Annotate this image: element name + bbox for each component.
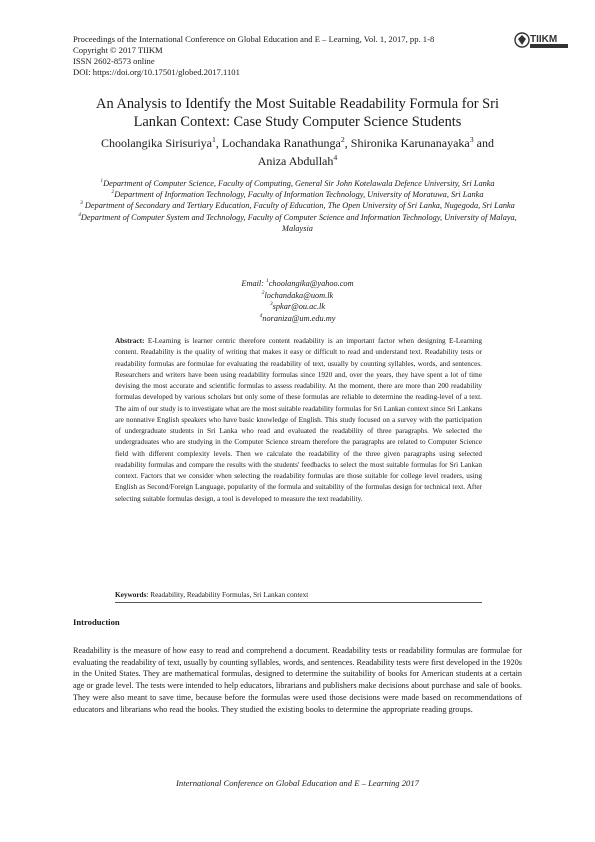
email-link[interactable]: lochandaka@uom.lk: [264, 290, 334, 300]
email-link[interactable]: choolangika@yahoo.com: [268, 279, 354, 288]
doi-line[interactable]: DOI: https://doi.org/10.17501/globed.2017.1101: [73, 67, 240, 77]
author-sup: 1: [212, 135, 216, 144]
email-label: Email:: [241, 279, 267, 288]
email-sup: 4: [259, 313, 263, 320]
email-sup: 3: [269, 301, 273, 308]
affiliation-text: Department of Computer System and Technology, Faculty of Computer Science and Information Technology, University of Malaya, Malaysia: [80, 212, 517, 233]
title-line-1: An Analysis to Identify the Most Suitable Readability Formula for Sri: [96, 96, 499, 112]
author-name: Lochandaka Ranathunga: [221, 136, 341, 150]
author-sup: 2: [340, 135, 345, 144]
affiliation: [70, 178, 525, 189]
page-footer: International Conference on Global Education and E – Learning 2017: [176, 778, 419, 788]
affiliation-text: Department of Computer Science, Faculty of Computing, General Sir John Kotelawala Defence University, Sri Lanka: [103, 179, 495, 188]
email-row: [150, 313, 445, 325]
affiliation-sup: 2: [111, 189, 115, 196]
keywords-divider: [115, 602, 482, 603]
paper-title: [60, 96, 535, 131]
header-meta: [73, 34, 513, 78]
email-row: [150, 278, 445, 290]
keywords-label: Keywords: [115, 591, 147, 599]
email-row: [150, 290, 445, 302]
tiikm-logo: [514, 30, 570, 50]
email-sup: 1: [266, 278, 269, 285]
affiliation: [70, 189, 525, 200]
author-name: Shironika Karunanayaka: [350, 136, 470, 150]
affiliation-list: [70, 178, 525, 234]
author-name: Choolangika Sirisuriya: [101, 136, 213, 150]
issn-line: ISSN 2602-8573 online: [73, 56, 155, 66]
author-name: Aniza Abdullah: [257, 154, 334, 168]
keywords: [115, 590, 482, 600]
tiikm-logo-icon: [514, 30, 570, 50]
affiliation-sup: 4: [78, 211, 81, 218]
email-link[interactable]: spkar@ou.ac.lk: [272, 302, 326, 312]
affiliation-sup: 3: [80, 200, 83, 207]
keywords-text: : Readability, Readability Formulas, Sri Lankan context: [146, 591, 309, 599]
affiliation-text: Department of Secondary and Tertiary Education, Faculty of Education, The Open University of Sri Lanka, Nugegoda, Sri Lanka: [82, 201, 515, 211]
copyright-line: Copyright © 2017 TIIKM: [73, 45, 163, 55]
section-heading-introduction: Introduction: [73, 617, 120, 627]
affiliation: [70, 200, 525, 211]
affiliation-text: Department of Information Technology, Faculty of Information Technology, University of Moratuwa, Sri Lanka: [114, 190, 484, 200]
author-list: [60, 134, 535, 170]
email-list: [150, 278, 445, 324]
abstract-label: Abstract:: [115, 337, 145, 345]
logo-text: TIIKM: [530, 34, 558, 45]
email-sup: 2: [261, 289, 265, 296]
author-sep: ,: [215, 136, 222, 150]
abstract-text: E-Learning is learner centric therefore content readability is an important factor when designing E-Learning content. Readability is the quality of writing that makes it easy or difficult to read and understand text. Readability tests or readability formulas are formulae for evaluating the readability of text, usually by counting syllables, words, and sentences. Researchers and writers have been using readability formulas since 1920 and, over the years, they have spent a lot of time devising the most accurate and scientific formulas to assess readability. At the moment, there are more than 200 readability formulas developed by various scholars but only some of these formulas are reliable to determine the reading-level of a text. The aim of our study is to investigate what are the most suitable readability formulas for Sri Lankan context since Sri Lankans are nonnative English speakers who have basic knowledge of English. This study focused on a survey with the participation of undergraduate students in Sri Lanka who read and evaluated the readability of three paragraphs. We selected the undergraduates who are studying in the Computer Science stream therefore the paragraphs are related to Computer Science field with different complexity levels. Then we calculate the readability of the three given paragraphs using selected readability formulas and compare the results with the students' feedbacks to select the most suitable formulas for Sri Lankan context. Factors that we consider when selecting the readability formulas are those suitable for college level readers, using English as Second/Foreign Language, popularity of the formula and suitability of the formulas design for technical text. After selecting suitable formulas design, a tool is developed to measure the text readability.: [115, 337, 482, 503]
abstract: [115, 336, 482, 505]
author-sep: ,: [344, 136, 351, 150]
email-link[interactable]: noraniza@um.edu.my: [262, 313, 336, 323]
title-line-2: Lankan Context: Case Study Computer Science Students: [133, 113, 462, 130]
author-sup: 3: [469, 135, 474, 144]
proceedings-line: Proceedings of the International Conference on Global Education and E – Learning, Vol. 1, 2017, pp. 1-8: [73, 34, 435, 44]
affiliation-sup: 1: [100, 178, 104, 185]
affiliation: [70, 212, 525, 234]
author-sep: and: [473, 136, 494, 150]
email-row: [150, 301, 445, 313]
introduction-paragraph: Readability is the measure of how easy to read and comprehend a document. Readability tests or readability formulas are formulae for evaluating the readability of text, usually by counting syllables, words, and sentences. Readability tests were first developed in the 1920s in the United States. They are mathematical formulas, designed to determine the suitability of books for American students at a certain age or grade level. The tests were intended to help educators, librarians and publishers make decisions about purchase and sale of books. They were also meant to save time, because before the formulas were used those decisions were made based on recommendations of educators and librarians who read the books. They studied the existing books to determine the appropriate reading groups.: [73, 646, 522, 714]
author-sup: 4: [333, 153, 338, 162]
